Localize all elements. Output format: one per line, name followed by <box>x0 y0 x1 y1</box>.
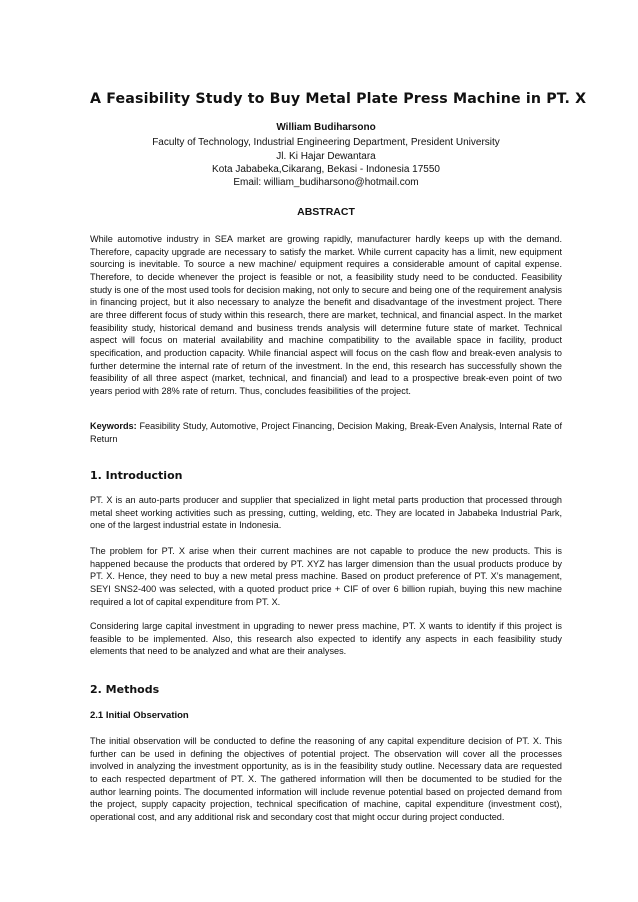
affiliation-line: Jl. Ki Hajar Dewantara <box>276 151 376 162</box>
affiliation-line: Faculty of Technology, Industrial Engineering Department, President University <box>152 137 500 148</box>
intro-paragraph: The problem for PT. X arise when their current machines are not capable to produce the new products. This is happened because the products that ordered by PT. XYZ has larger dimension than the usual products produce by PT. X. Hence, they need to buy a new metal press machine. Based on product preference of PT. X’s management, SEYI SNS2-400 was selected, with a quoted product price + CIF of over 6 billion rupiah, buying this new machine required a lot of capital expenditure from PT. X. <box>90 546 562 607</box>
keywords-label: Keywords: <box>90 421 137 431</box>
intro-paragraph: Considering large capital investment in upgrading to newer press machine, PT. X wants to identify if this project is feasible to be implemented. Also, this research also expected to identify any aspects in each feasibility study elements that need to be analyzed and what are their analyses. <box>90 621 562 657</box>
section-heading-methods: 2. Methods <box>90 683 160 696</box>
subsection-heading: 2.1 Initial Observation <box>90 710 189 721</box>
methods-paragraph: The initial observation will be conducted to define the reasoning of any capital expenditure decision of PT. X. This further can be used in defining the objectives of potential project. The observation will cover all the processes involved in analyzing the investment opportunity, as is in the feasibility study outline. Necessary data are requested to each respected department of PT. X. The gathered information will then be documented to be studied for the author learning points. The documented information will include revenue potential based on projected demand from the project, supply capacity projection, technical specification of machine, capital expenditure (investment cost), operational cost, and any additional risk and secondary cost that might occur during project conducted. <box>90 736 562 822</box>
intro-paragraph: PT. X is an auto-parts producer and supplier that specialized in light metal parts production that processed through metal sheet working activities such as pressing, cutting, welding, etc. They are located in Jababeka Industrial Park, one of the largest industrial estate in Indonesia. <box>90 495 562 531</box>
abstract-text: While automotive industry in SEA market are growing rapidly, manufacturer hardly keeps up with the demand. Therefore, capacity upgrade are necessary to satisfy the market. While current capacity has a limit, new equipment sourcing is inevitable. To source a new machine/ equipment requires a considerable amount of capital expense. Therefore, to decide whenever the project is feasible or not, a feasibility study need to be conducted. Feasibility study is one of the most used tools for decision making, not only to secure and being one of the requirement analysis in financing project, but it also necessary to analyze the benefit and disadvantage of the investment project. There are three different focus of study within this research, there are market, technical, and financial aspect. In the market feasibility study, historical demand and business trends analysis will determine future state of market. Technical aspect will focus on material availability and machine compatibility to the available space in facility, product specification, and production capacity. While financial aspect will focus on the cash flow and break-even analysis to further determine the internal rate of return of the investment. In the end, this research has successfully shown the feasibility of all three aspect (market, technical, and financial) and lead to a prospective break-even point of two years period with 28% rate of return. Thus, concludes feasibilities of the project. <box>90 234 562 396</box>
paper-title: A Feasibility Study to Buy Metal Plate Press Machine in PT. X <box>90 91 587 107</box>
keywords-list: Feasibility Study, Automotive, Project Financing, Decision Making, Break-Even Analysis, Internal Rate of Return <box>90 421 562 444</box>
section-heading-introduction: 1. Introduction <box>90 469 183 482</box>
abstract-heading: ABSTRACT <box>297 206 355 218</box>
author-name: William Budiharsono <box>276 122 376 133</box>
keywords <box>90 420 562 445</box>
affiliation-line: Kota Jababeka,Cikarang, Bekasi - Indonesia 17550 <box>212 164 440 175</box>
author-email: Email: william_budiharsono@hotmail.com <box>233 177 419 188</box>
